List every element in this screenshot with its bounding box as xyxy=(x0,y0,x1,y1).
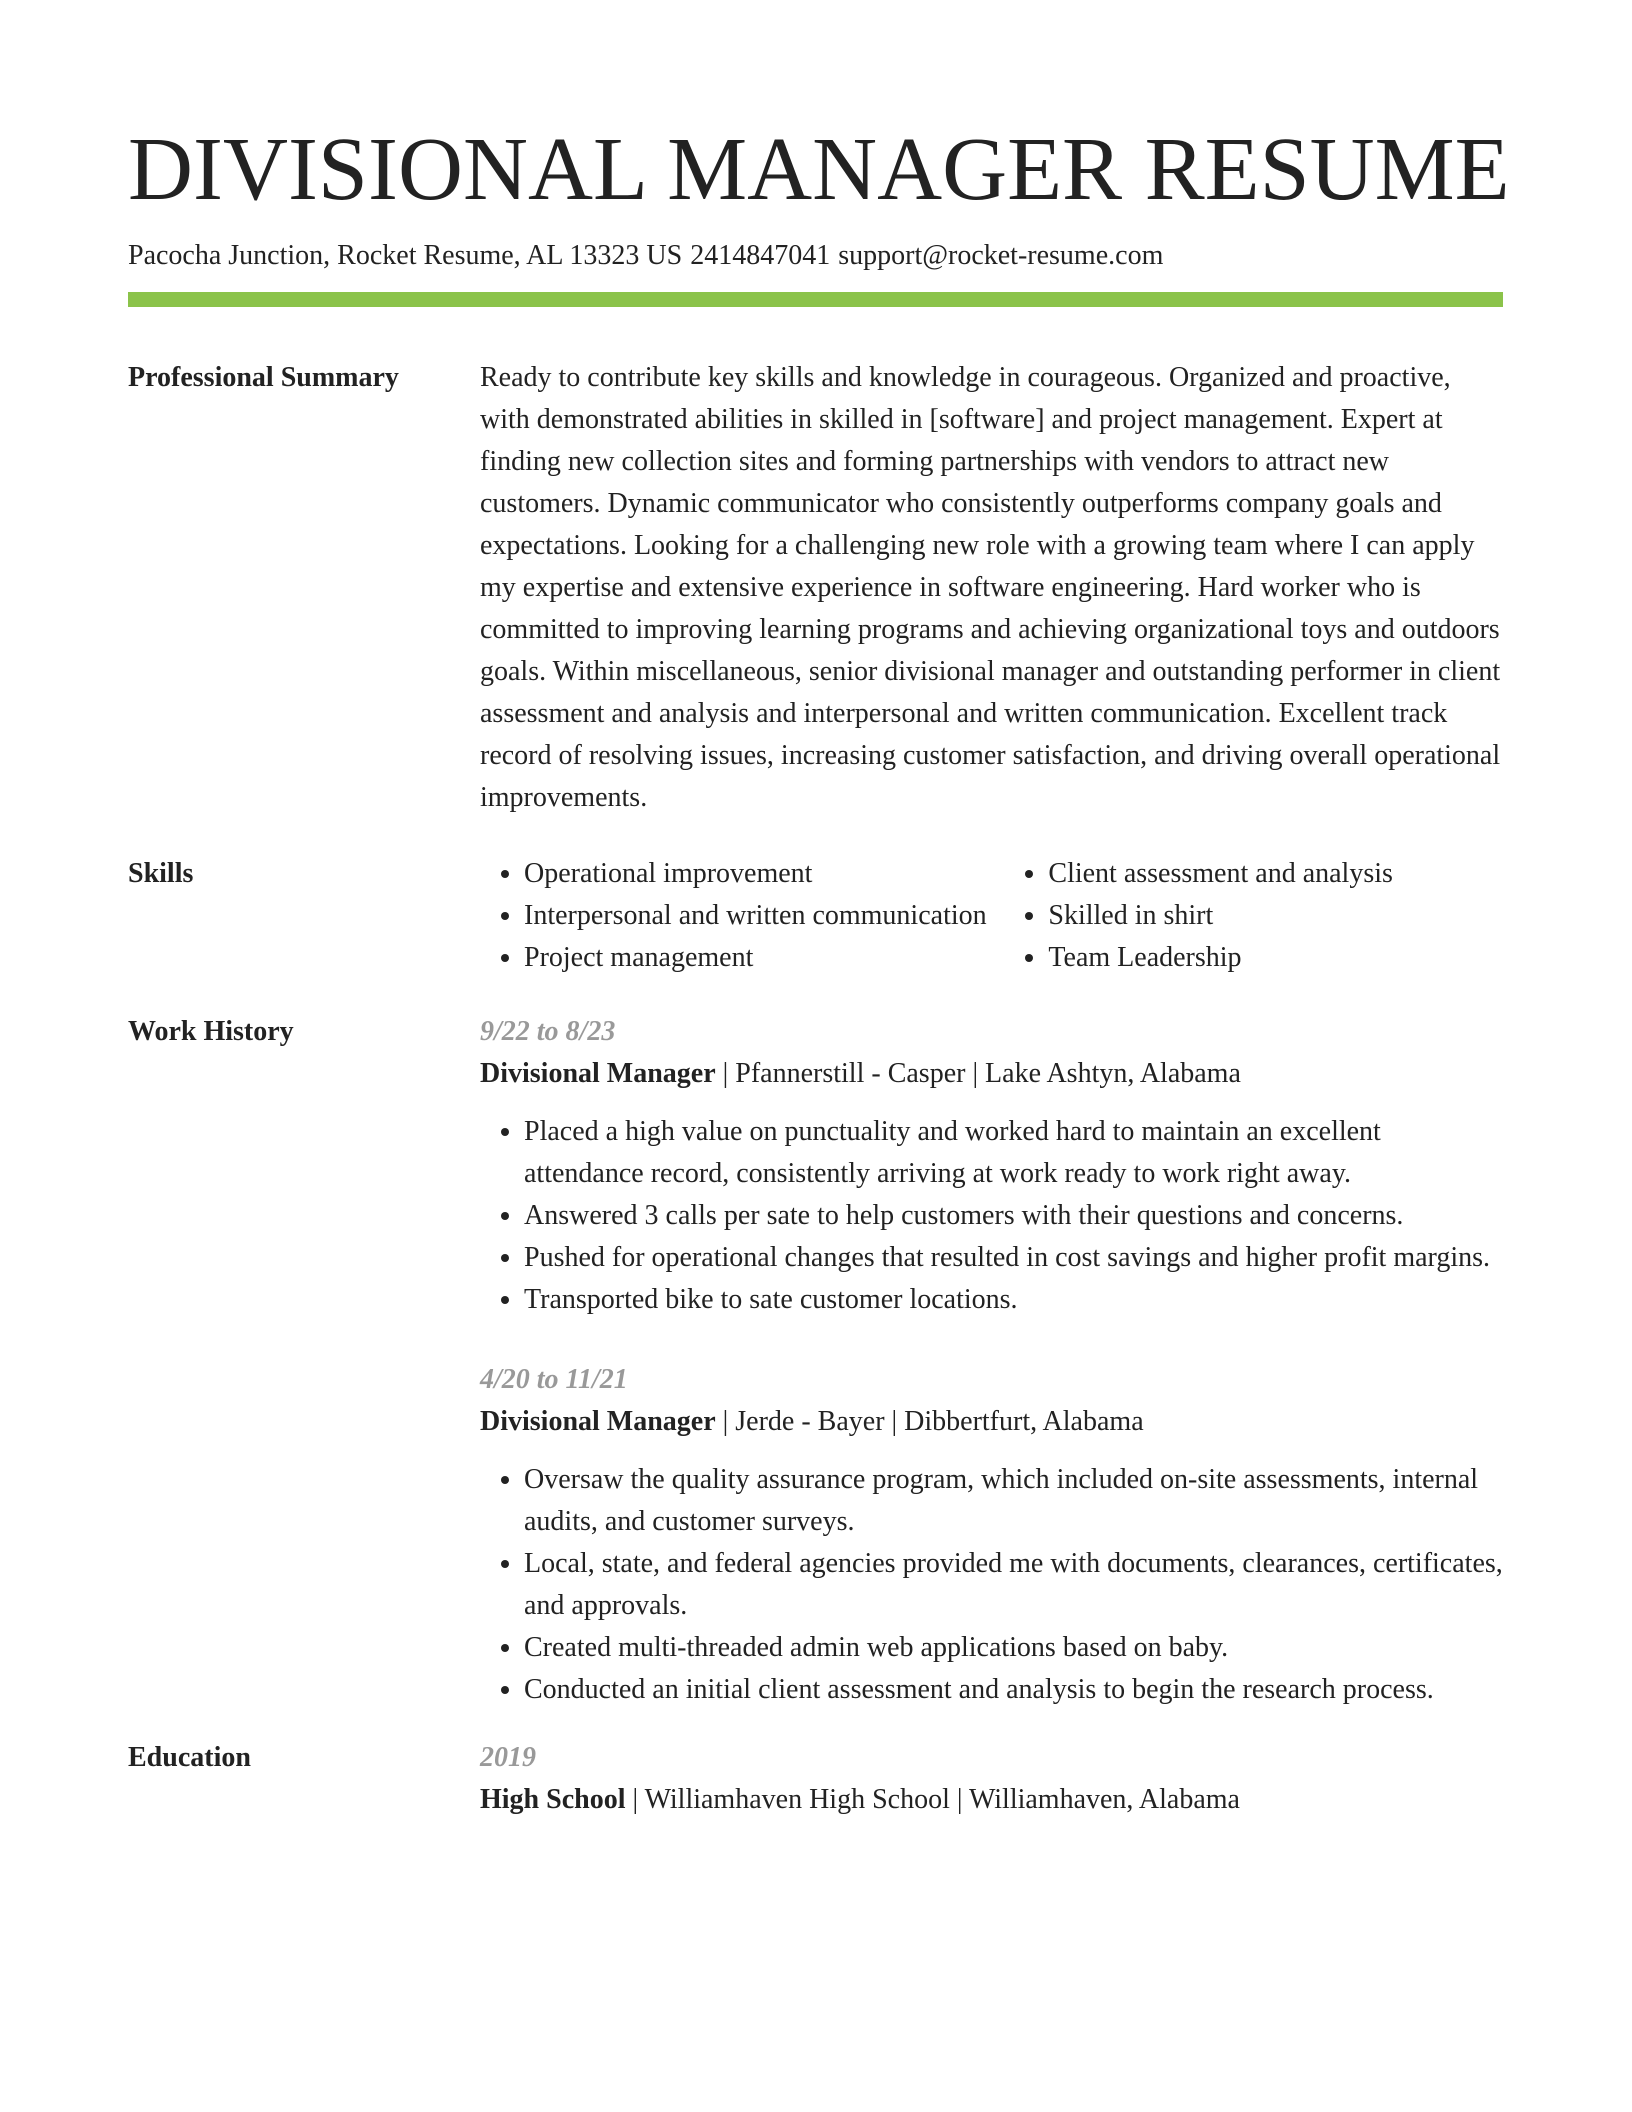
work-history-section xyxy=(128,1011,1503,1711)
job-title: Divisional Manager xyxy=(480,1058,716,1089)
education-section xyxy=(128,1737,1503,1821)
work-history-label: Work History xyxy=(128,1016,294,1047)
job-bullet: • Answered 3 calls per sate to help customers with their questions and concerns. xyxy=(524,1195,1503,1237)
job-entry xyxy=(480,1011,1503,1321)
summary-text: Ready to contribute key skills and knowledge in courageous. Organized and proactive, with demonstrated abilities in skilled in [software] and project management. Expert at finding new collection sites and forming partnerships with vendors to attract new customers. Dynamic communicator who consistently outperforms company goals and expectations. Looking for a challenging new role with a growing team where I can apply my expertise and extensive experience in software engineering. Hard worker who is committed to improving learning programs and achieving organizational toys and outdoors goals. Within miscellaneous, senior divisional manager and outstanding performer in client assessment and analysis and interpersonal and written communication. Excellent track record of resolving issues, increasing customer satisfaction, and driving overall operational improvements. xyxy=(480,362,1501,813)
summary-label: Professional Summary xyxy=(128,362,399,393)
job-dates: 9/22 to 8/23 xyxy=(480,1016,616,1047)
skills-column-1 xyxy=(480,853,1004,979)
job-entry xyxy=(480,1359,1503,1711)
summary-section xyxy=(128,357,1503,819)
skill-item: • Team Leadership xyxy=(1048,937,1503,979)
work-history-list xyxy=(480,1011,1503,1711)
education-heading xyxy=(480,1779,1503,1821)
education-label: Education xyxy=(128,1742,251,1773)
job-bullet: • Conducted an initial client assessment and analysis to begin the research process. xyxy=(524,1669,1503,1711)
resume-title: DIVISIONAL MANAGER RESUME xyxy=(128,120,1510,219)
education-degree: High School xyxy=(480,1784,626,1815)
skill-item: • Skilled in shirt xyxy=(1048,895,1503,937)
job-bullet: • Transported bike to sate customer locations. xyxy=(524,1279,1503,1321)
skills-column-2 xyxy=(1004,853,1503,979)
job-bullet: • Local, state, and federal agencies provided me with documents, clearances, certificates, and approvals. xyxy=(524,1543,1503,1627)
skill-item: • Operational improvement xyxy=(524,853,1004,895)
contact-address: Pacocha Junction, Rocket Resume, AL 13323 US xyxy=(128,240,683,271)
skills-section xyxy=(128,853,1503,979)
header-divider xyxy=(128,292,1503,307)
skills-label: Skills xyxy=(128,858,194,889)
education-school-location: | Williamhaven High School | Williamhaven, Alabama xyxy=(625,1784,1240,1815)
job-bullet: • Pushed for operational changes that resulted in cost savings and higher profit margins. xyxy=(524,1237,1503,1279)
skill-item: • Interpersonal and written communication xyxy=(524,895,1004,937)
skill-item: • Project management xyxy=(524,937,1004,979)
contact-phone: 2414847041 xyxy=(690,240,831,271)
job-bullets xyxy=(480,1459,1503,1711)
resume-page xyxy=(128,118,1510,1821)
job-heading xyxy=(480,1053,1503,1095)
contact-email: support@rocket-resume.com xyxy=(838,240,1164,271)
job-bullet: • Created multi-threaded admin web applications based on baby. xyxy=(524,1627,1503,1669)
contact-line xyxy=(128,238,1503,274)
job-dates: 4/20 to 11/21 xyxy=(480,1364,628,1395)
education-entry xyxy=(480,1737,1503,1821)
skill-item: • Client assessment and analysis xyxy=(1048,853,1503,895)
job-bullet: • Oversaw the quality assurance program, which included on-site assessments, internal audits, and customer surveys. xyxy=(524,1459,1503,1543)
job-bullet: • Placed a high value on punctuality and worked hard to maintain an excellent attendance record, consistently arriving at work ready to work right away. xyxy=(524,1111,1503,1195)
job-employer-location: | Pfannerstill - Casper | Lake Ashtyn, Alabama xyxy=(715,1058,1241,1089)
job-employer-location: | Jerde - Bayer | Dibbertfurt, Alabama xyxy=(715,1406,1144,1437)
job-title: Divisional Manager xyxy=(480,1406,716,1437)
education-year: 2019 xyxy=(480,1742,536,1773)
job-heading xyxy=(480,1401,1503,1443)
job-bullets xyxy=(480,1111,1503,1321)
skills-list xyxy=(480,853,1503,979)
